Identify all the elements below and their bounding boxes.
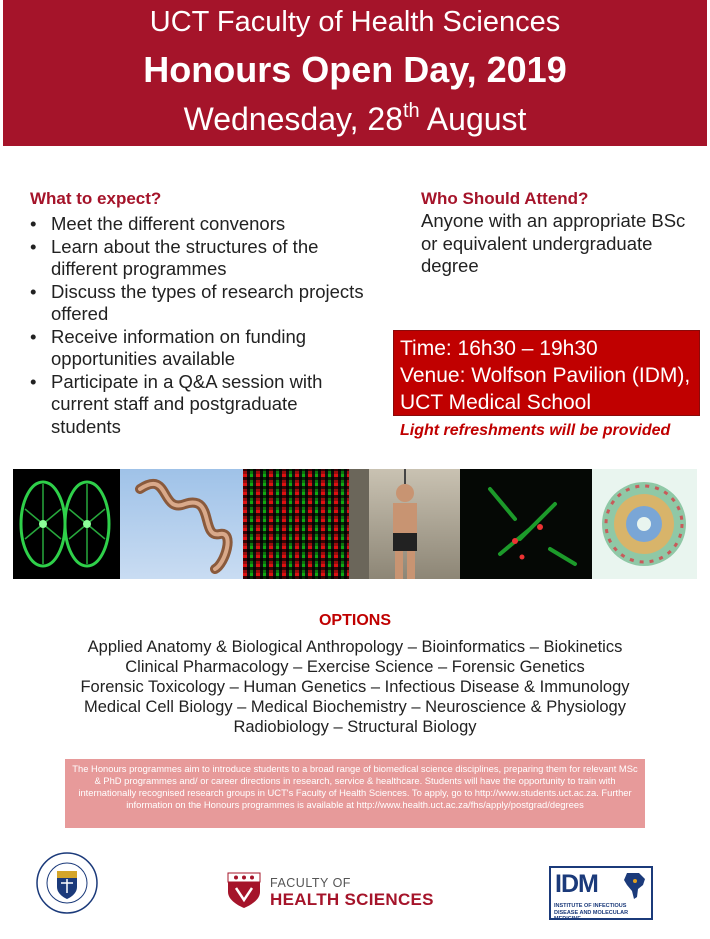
idm-logo-subtitle: INSTITUTE OF INFECTIOUS DISEASE AND MOLECULAR MEDICINE [554, 903, 629, 922]
photo-worm [120, 469, 243, 579]
photo-exercise-lab [349, 469, 460, 579]
event-venue: Venue: Wolfson Pavilion (IDM), UCT Medical School [400, 364, 691, 414]
who-should-attend-section [421, 189, 691, 278]
photo-protein-structure [592, 469, 697, 579]
photo-green-cells [13, 469, 120, 579]
event-date: Wednesday, 28th August [183, 100, 527, 137]
list-item: • Discuss the types of research projects offered [30, 281, 370, 326]
options-list [0, 637, 710, 737]
header-banner [3, 0, 707, 146]
idm-logo-title: IDM [555, 870, 598, 898]
idm-logo [549, 866, 653, 920]
options-line: Applied Anatomy & Biological Anthropology – Bioinformatics – Biokinetics [87, 638, 623, 656]
options-line: Medical Cell Biology – Medical Biochemistry – Neuroscience & Physiology [84, 698, 626, 716]
fhs-logo-line2: HEALTH SCIENCES [270, 890, 434, 909]
options-line: Radiobiology – Structural Biology [233, 718, 477, 736]
list-item: • Participate in a Q&A session with current staff and postgraduate students [30, 371, 370, 439]
faculty-of-health-sciences-logo [225, 870, 445, 910]
photo-heatmap [243, 469, 349, 579]
photo-fluorescent-cells [460, 469, 592, 579]
who-should-attend-title: Who Should Attend? [421, 189, 589, 208]
what-to-expect-title: What to expect? [30, 189, 162, 208]
faculty-title: UCT Faculty of Health Sciences [149, 6, 561, 38]
options-line: Forensic Toxicology – Human Genetics – Infectious Disease & Immunology [80, 678, 630, 696]
list-item: • Learn about the structures of the different programmes [30, 236, 370, 281]
time-venue-box [393, 330, 700, 416]
africa-map-icon [621, 871, 649, 901]
options-line: Clinical Pharmacology – Exercise Science – Forensic Genetics [125, 658, 585, 676]
who-should-attend-body: Anyone with an appropriate BSc or equivalent undergraduate degree [421, 210, 686, 276]
photo-strip [13, 469, 697, 579]
event-title: Honours Open Day, 2019 [143, 49, 567, 90]
event-time: Time: 16h30 – 19h30 [400, 337, 598, 360]
fhs-logo-line1: FACULTY OF [270, 876, 351, 890]
list-item: • Receive information on funding opportunities available [30, 326, 370, 371]
options-title: OPTIONS [318, 612, 391, 629]
uct-logo [35, 851, 99, 915]
info-box: The Honours programmes aim to introduce students to a broad range of biomedical science disciplines, preparing them for relevant MSc & PhD programmes and/ or career directions in research, service & healthcare. Students will have the opportunity to train with internationally recognised research groups in UCT's Faculty of Health Sciences. To apply, go to http://www.students.uct.ac.za. Further information on the Honours programmes is available at http://www.health.uct.ac.za/fhs/apply/postgrad/degrees [65, 759, 645, 828]
what-to-expect-section [30, 189, 370, 438]
expect-list [30, 213, 370, 438]
list-item: • Meet the different convenors [30, 213, 370, 236]
refreshments-note: Light refreshments will be provided [400, 422, 671, 439]
